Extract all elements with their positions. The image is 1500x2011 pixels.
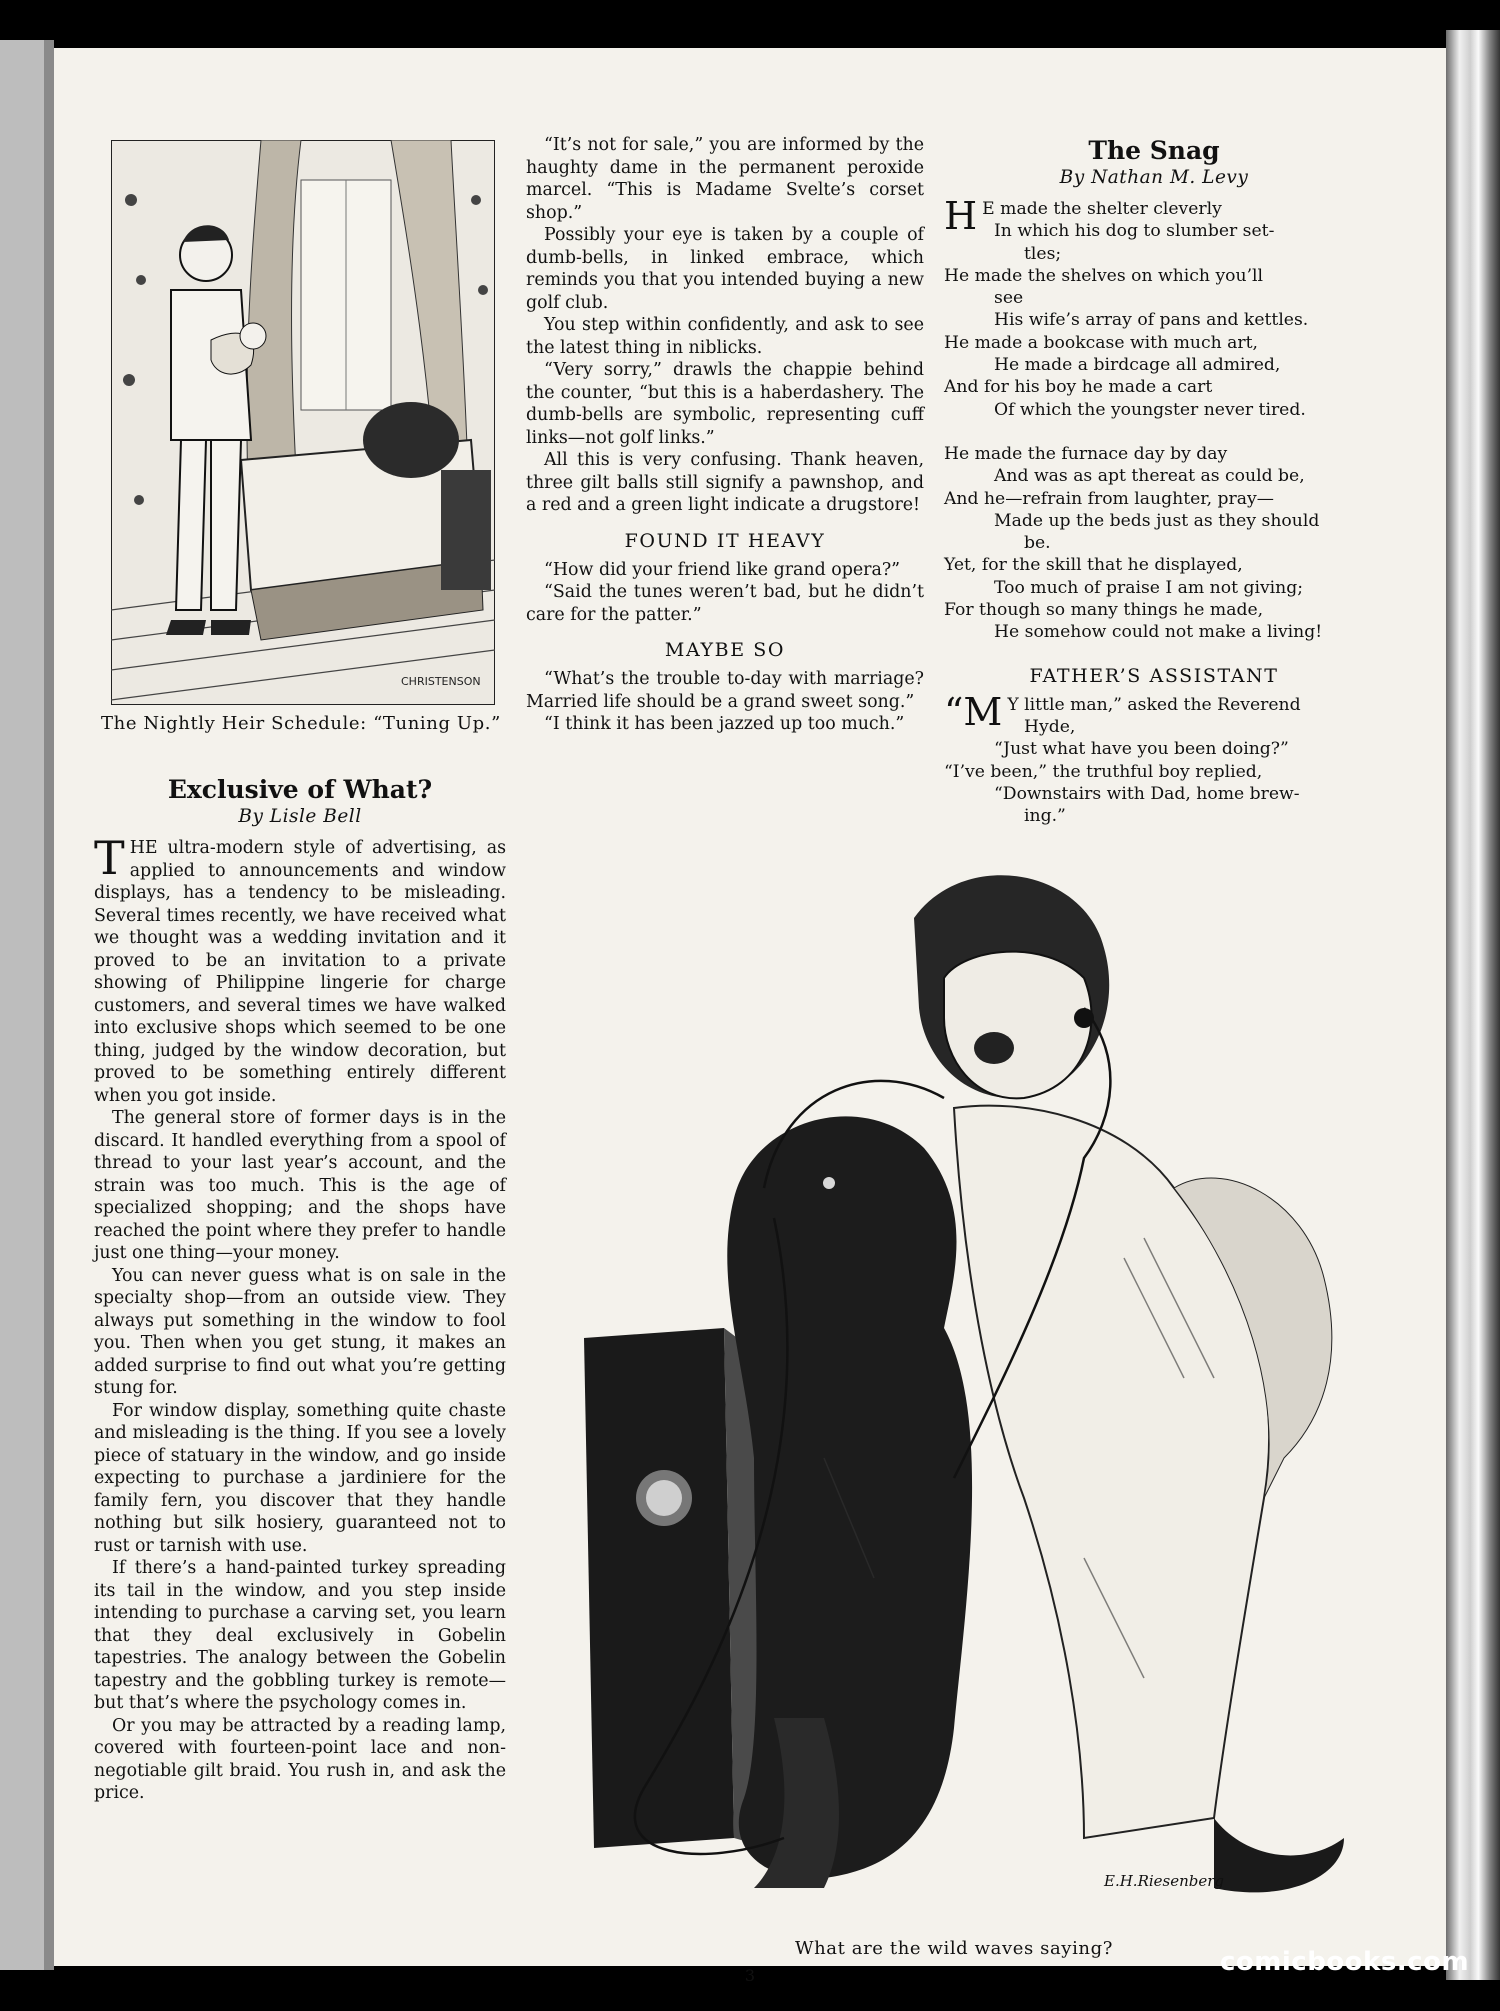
article-paragraph: If there’s a hand-painted turkey spreading its tail in the window, and you step inside intending to purchase a carving set, you learn that they deal exclusively in Gobelin tapestries. The analogy between the Gobelin tapestry and the gobbling turkey is remote—but that’s where the psychology comes in. bbox=[94, 1558, 506, 1713]
poem-line: In which his dog to slumber set- bbox=[994, 221, 1275, 242]
drop-cap: H bbox=[944, 194, 978, 238]
poem-line: be. bbox=[1024, 533, 1051, 554]
poem-line: “Just what have you been doing?” bbox=[994, 739, 1289, 760]
illustration-caption: What are the wild waves saying? bbox=[794, 1938, 1114, 1959]
article-continuation bbox=[526, 134, 924, 736]
article-paragraph: The general store of former days is in the discard. It handled everything from a spool of thread to your last year’s account, and the strain was too much. This is the age of specialized shopping; and the shops have reached the point where they prefer to handle just one thing—your money. bbox=[94, 1108, 506, 1263]
article-paragraph: You can never guess what is on sale in the specialty shop—from an outside view. They always put something in the window to fool you. Then when you get stung, it makes an added surprise to find out what you’re getting stung for. bbox=[94, 1265, 506, 1398]
joke-question: “How did your friend like grand opera?” bbox=[544, 559, 901, 580]
poem-title: FATHER’S ASSISTANT bbox=[1029, 664, 1279, 687]
article-paragraph: Possibly your eye is taken by a couple of dumb-bells, in linked embrace, which reminds you that you intended buying a new golf club. bbox=[526, 225, 924, 313]
article-title: Exclusive of What? bbox=[167, 775, 433, 804]
poem-line: Hyde, bbox=[1024, 716, 1076, 737]
drop-cap: “M bbox=[944, 689, 1003, 734]
poem-line: And he—refrain from laughter, pray— bbox=[944, 488, 1274, 509]
article-paragraph: Or you may be attracted by a reading lamp, covered with fourteen-point lace and non-negotiable gilt braid. You rush in, and ask the price. bbox=[94, 1715, 506, 1803]
page-number: 3 bbox=[744, 1966, 756, 1985]
poem-line: And was as apt thereat as could be, bbox=[994, 466, 1305, 487]
bedroom-cartoon-illustration bbox=[111, 140, 495, 705]
boy-dog-radio-illustration bbox=[524, 858, 1354, 1933]
poem-line: He made the furnace day by day bbox=[944, 443, 1228, 464]
joke-answer: “Said the tunes weren’t bad, but he didn’t care for the patter.” bbox=[526, 582, 924, 625]
poem-line: He made a bookcase with much art, bbox=[944, 332, 1258, 353]
joke-answer: “I think it has been jazzed up too much.” bbox=[544, 714, 905, 734]
magazine-page bbox=[54, 48, 1446, 1985]
poem-title: The Snag bbox=[1088, 136, 1220, 165]
illustration-caption: The Nightly Heir Schedule: “Tuning Up.” bbox=[101, 713, 501, 734]
article-paragraph: All this is very confusing. Thank heaven, three gilt balls still signify a pawnshop, and a red and a green light indicate a drugstore! bbox=[526, 450, 924, 515]
binding-edge bbox=[0, 40, 54, 1970]
article-paragraph: “Very sorry,” drawls the chappie behind the counter, “but this is a haberdashery. The dumb-bells are symbolic, representing cuff links—not golf links.” bbox=[526, 360, 924, 448]
poem-line: see bbox=[994, 288, 1024, 309]
poem-line: He made the shelves on which you’ll bbox=[944, 265, 1264, 286]
article-paragraph: You step within confidently, and ask to see the latest thing in niblicks. bbox=[526, 315, 924, 358]
drop-cap: T bbox=[94, 831, 125, 885]
poem-line: For though so many things he made, bbox=[944, 600, 1264, 621]
illustration-signature: CHRISTENSON bbox=[401, 675, 481, 688]
poem-byline: By Nathan M. Levy bbox=[1059, 167, 1249, 188]
poem-line: He somehow could not make a living! bbox=[994, 622, 1323, 643]
joke-question: “What’s the trouble to-day with marriage? Married life should be a grand sweet song.” bbox=[526, 669, 924, 712]
article-exclusive-of-what bbox=[94, 775, 506, 1805]
poem-the-snag bbox=[944, 136, 1364, 827]
article-paragraph: “It’s not for sale,” you are informed by the haughty dame in the permanent peroxide marcel. “This is Madame Svelte’s corset shop.” bbox=[526, 135, 924, 223]
poem-line: “Downstairs with Dad, home brew- bbox=[994, 783, 1300, 804]
poem-line: ing.” bbox=[1024, 806, 1066, 827]
poem-line: Yet, for the skill that he displayed, bbox=[944, 555, 1243, 576]
poem-line: “I’ve been,” the truthful boy replied, bbox=[944, 761, 1263, 782]
watermark: comicbooks.com bbox=[1220, 1947, 1470, 1977]
poem-line: His wife’s array of pans and kettles. bbox=[994, 310, 1309, 331]
article-paragraph: For window display, something quite chaste and misleading is the thing. If you see a lovely piece of statuary in the window, and go inside expecting to purchase a jardiniere for the family fern, you discover that they handle nothing but silk hosiery, guaranteed not to rust or tarnish with use. bbox=[94, 1400, 506, 1556]
page-gutter bbox=[1446, 30, 1500, 1980]
poem-line: Of which the youngster never tired. bbox=[994, 399, 1306, 420]
joke-title: FOUND IT HEAVY bbox=[624, 529, 826, 552]
poem-line: He made a birdcage all admired, bbox=[994, 355, 1281, 376]
poem-line: E made the shelter cleverly bbox=[982, 199, 1222, 219]
article-paragraph: THE ultra-modern style of advertising, as applied to announcements and window displays, has a tendency to be misleading. Several times recently, we have received what we thought was a wedding invitation and it proved to be an invitation to a private showing of Philippine lingerie for charge customers, and several times we have walked into exclusive shops which seemed to be one thing, judged by the window decoration, but proved to be something entirely different when you got inside. bbox=[94, 831, 506, 1106]
article-byline: By Lisle Bell bbox=[238, 806, 362, 827]
poem-line: Made up the beds just as they should bbox=[994, 510, 1320, 531]
poem-line: tles; bbox=[1024, 243, 1062, 264]
illustration-signature: E.H.Riesenberg bbox=[1104, 1872, 1225, 1890]
poem-line: And for his boy he made a cart bbox=[944, 377, 1213, 398]
poem-line: Too much of praise I am not giving; bbox=[994, 577, 1304, 598]
poem-line: Y little man,” asked the Reverend bbox=[1007, 694, 1301, 715]
joke-title: MAYBE SO bbox=[664, 639, 786, 661]
